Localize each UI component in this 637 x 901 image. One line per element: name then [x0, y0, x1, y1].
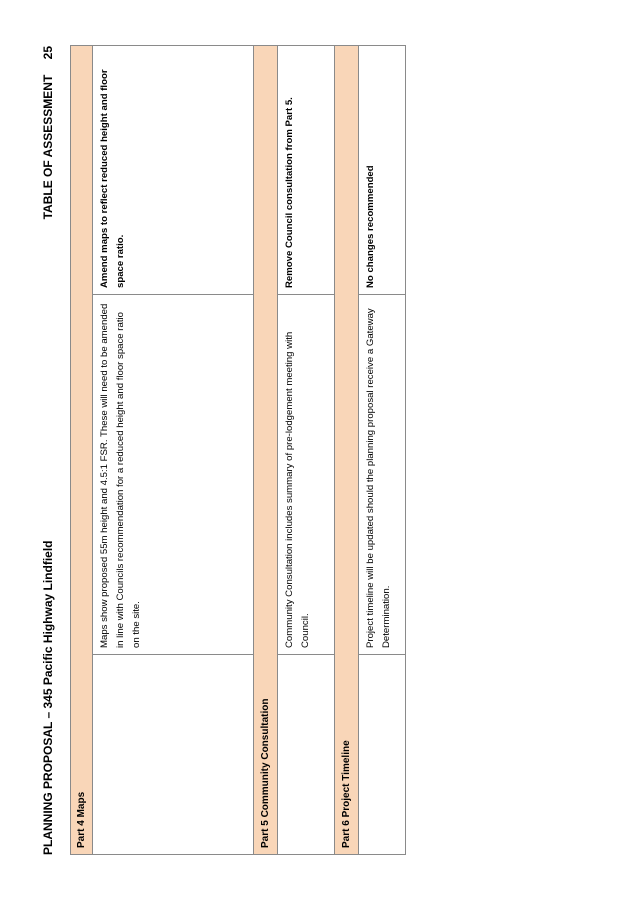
table-cell-blank: [93, 654, 253, 854]
table-cell-recommendation: [93, 46, 253, 294]
table-cell-comment: [359, 294, 405, 654]
comment-text: Project timeline will be updated should the planning proposal receive a Gateway Determination.: [365, 308, 392, 648]
table-row-project-timeline: [359, 45, 406, 855]
table-cell-comment: [93, 294, 253, 654]
comment-text: Maps show proposed 55m height and 4.5:1 FSR. These will need to be amended in line with Councils recommendation for a reduced height and floor space ratio on the site.: [99, 303, 142, 648]
recommendation-text: Remove Council consultation from Part 5.: [284, 97, 295, 288]
assessment-table: [70, 45, 406, 855]
table-cell-comment: [278, 294, 334, 654]
section-heading-project-timeline: Part 6 Project Timeline: [335, 45, 359, 855]
section-heading-community-consultation: Part 5 Community Consultation: [254, 45, 278, 855]
recommendation-text: Amend maps to reflect reduced height and floor space ratio.: [99, 69, 126, 288]
document-title: PLANNING PROPOSAL – 345 Pacific Highway Lindfield: [41, 540, 55, 855]
section-heading-maps: Part 4 Maps: [70, 45, 93, 855]
comment-text: Community Consultation includes summary of pre-lodgement meeting with Council.: [284, 331, 311, 648]
section-title: TABLE OF ASSESSMENT: [41, 74, 55, 220]
recommendation-text: No changes recommended: [365, 165, 376, 288]
page-header-right: [41, 46, 55, 219]
table-cell-blank: [359, 654, 405, 854]
table-cell-recommendation: [359, 46, 405, 294]
page-number: 25: [41, 46, 55, 60]
table-row-community-consultation: [278, 45, 335, 855]
table-row-maps: [93, 45, 254, 855]
table-cell-recommendation: [278, 46, 334, 294]
table-cell-blank: [278, 654, 334, 854]
